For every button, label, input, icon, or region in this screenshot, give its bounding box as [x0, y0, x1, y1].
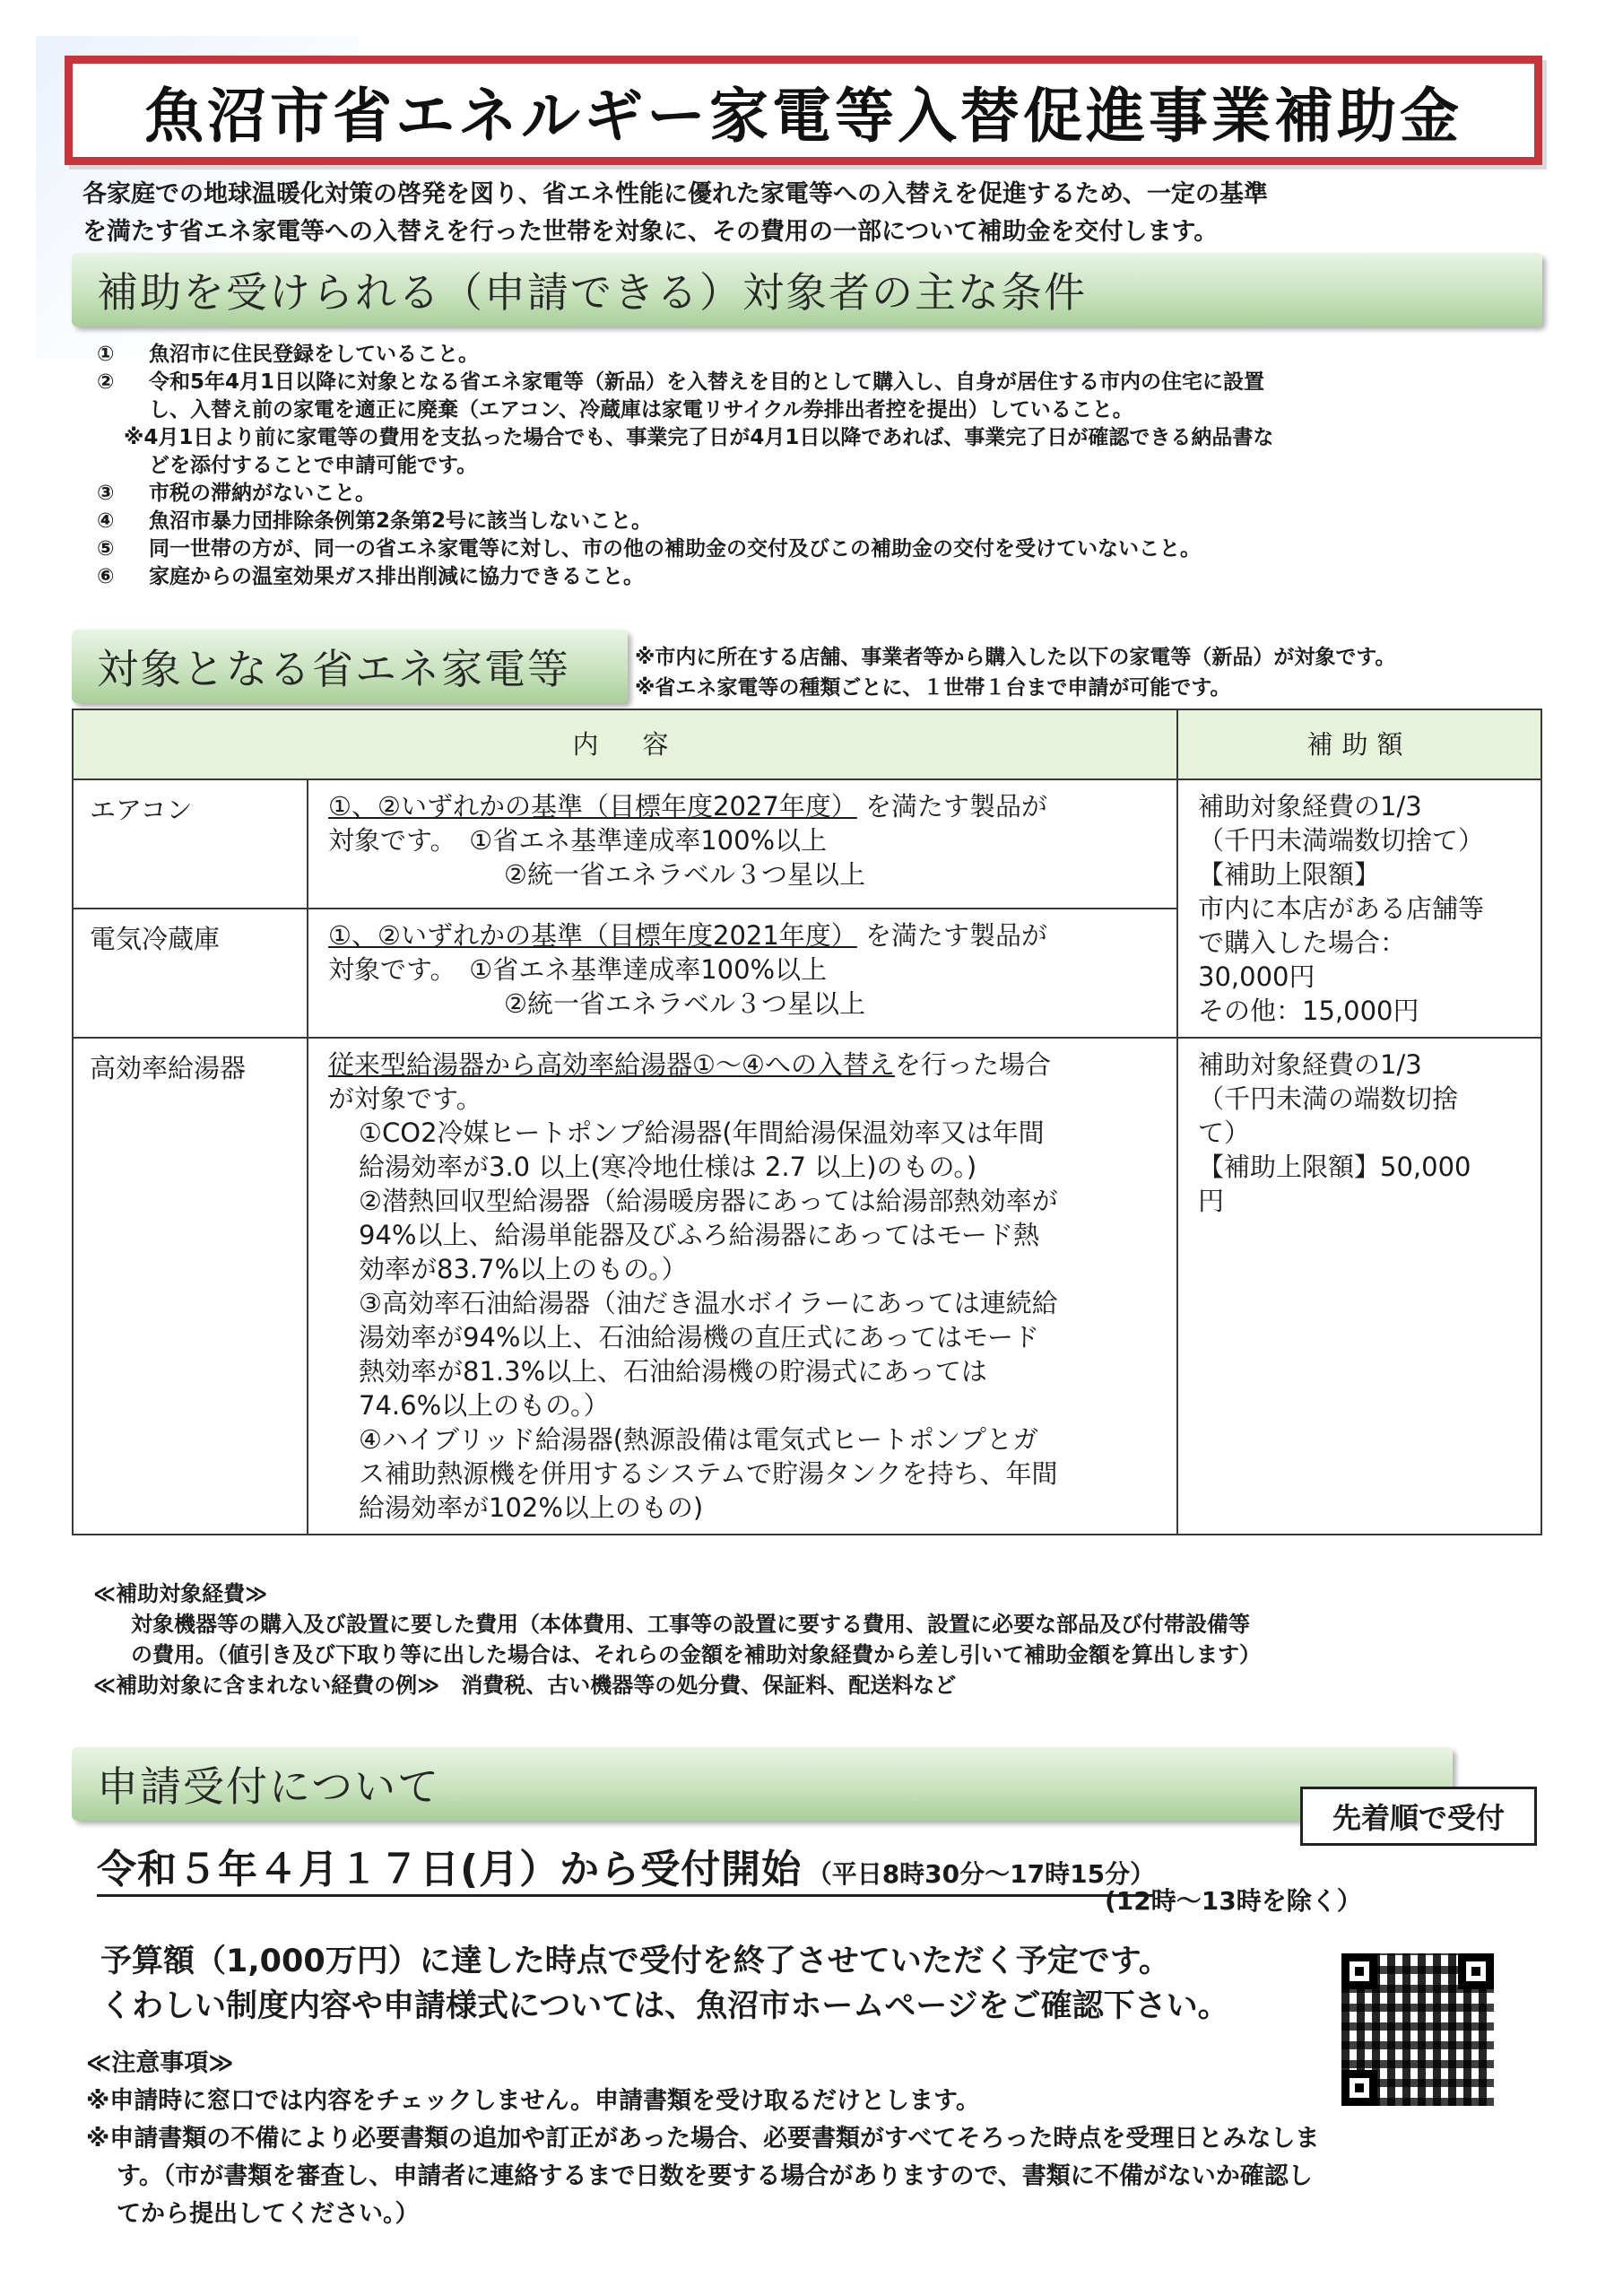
criteria-after: を行った場合 — [895, 1049, 1052, 1080]
lunch-exclusion: (12時～13時を除く） — [1105, 1886, 1362, 1916]
amount-aircon-fridge — [1177, 779, 1541, 1038]
caution-notes — [86, 2045, 1610, 2233]
heater-line: 94%以上、給湯単能器及びふろ給湯器にあってはモード熱 — [359, 1220, 1040, 1250]
heater-line: 給湯効率が3.0 以上(寒冷地仕様は 2.7 以上)のもの。) — [359, 1152, 977, 1182]
section-heading-application — [72, 1747, 1453, 1821]
item-number: ⑤ — [97, 537, 115, 561]
category-aircon: エアコン — [73, 779, 308, 909]
item-number: ② — [97, 370, 115, 394]
amount-line: 30,000円 — [1198, 961, 1315, 992]
excluded-text: 消費税、古い機器等の処分費、保証料、配送料など — [461, 1673, 957, 1698]
criteria-text: 従来型給湯器から高効率給湯器①～④への入替え — [328, 1049, 895, 1080]
criteria-after: を満たす製品が — [865, 791, 1048, 822]
item-number: ① — [97, 343, 115, 366]
list-item — [97, 480, 1567, 508]
list-item — [97, 535, 1567, 563]
caution-heading: ≪注意事項≫ — [86, 2049, 234, 2077]
intro-line: を満たす省エネ家電等への入替えを行った世帯を対象に、その費用の一部について補助金を交付します。 — [82, 218, 1219, 246]
target-notes — [635, 642, 1603, 703]
item-number: ④ — [97, 509, 115, 533]
table-row — [73, 1038, 1541, 1535]
amount-water-heater — [1177, 1038, 1541, 1535]
item-text: 市税の滞納がないこと。 — [149, 482, 376, 505]
amount-line: その他：15,000円 — [1198, 996, 1419, 1026]
heater-line: ④ハイブリッド給湯器(熱源設備は電気式ヒートポンプとガ — [359, 1424, 1038, 1455]
header-content: 内 容 — [73, 709, 1177, 779]
heater-line: 熱効率が81.3%以上、石油給湯機の貯湯式にあっては — [359, 1356, 987, 1387]
amount-line: 補助対象経費の1/3 — [1198, 791, 1422, 822]
eligibility-list — [97, 341, 1567, 591]
table-header-row — [73, 709, 1541, 779]
table-row — [73, 779, 1541, 909]
heater-line: 効率が83.7%以上のもの。） — [359, 1254, 688, 1284]
list-item — [97, 369, 1567, 396]
item-number: ⑥ — [97, 565, 115, 588]
section-heading-text: 対象となる省エネ家電等 — [97, 645, 570, 693]
caution-line: ※申請時に窓口では内容をチェックしません。申請書類を受け取るだけとします。 — [86, 2087, 980, 2115]
category-fridge: 電気冷蔵庫 — [73, 909, 308, 1038]
item-text: 魚沼市に住民登録をしていること。 — [149, 343, 479, 366]
budget-line: くわしい制度内容や申請様式については、魚沼市ホームページをご確認下さい。 — [100, 1988, 1229, 2024]
item-number: ③ — [97, 482, 115, 505]
criteria-line: ②統一省エネラベル３つ星以上 — [504, 859, 865, 890]
note-line: ※省エネ家電等の種類ごとに、１世帯１台まで申請が可能です。 — [635, 676, 1231, 700]
criteria-line: 対象です。 — [328, 825, 444, 856]
list-item — [97, 563, 1567, 591]
item-note: ※4月1日より前に家電等の費用を支払った場合でも、事業完了日が4月1日以降であれば、事業完了日が確認できる納品書な — [124, 426, 1274, 449]
excluded-heading: ≪補助対象に含まれない経費の例≫ — [93, 1673, 440, 1698]
section-heading-text: 申請受付について — [97, 1762, 441, 1811]
heater-line: ③高効率石油給湯器（油だき温水ボイラーにあっては連続給 — [359, 1288, 1058, 1318]
expense-line: の費用。（値引き及び下取り等に出した場合は、それらの金額を補助対象経費から差し引いて補助金額を算出します） — [131, 1642, 1261, 1667]
appliance-table — [72, 709, 1542, 1535]
section-heading-text: 補助を受けられる（申請できる）対象者の主な条件 — [97, 268, 1087, 317]
heater-line: ①CO2冷媒ヒートポンプ給湯器(年間給湯保温効率又は年間 — [359, 1118, 1045, 1148]
note-line: ※市内に所在する店舗、事業者等から購入した以下の家電等（新品）が対象です。 — [635, 646, 1396, 669]
content-water-heater — [308, 1038, 1177, 1535]
criteria-line: 対象です。 — [328, 954, 444, 985]
heater-line: ②潜熱回収型給湯器（給湯暖房器にあっては給湯部熱効率が — [359, 1186, 1058, 1216]
heater-line: 給湯効率が102%以上のもの) — [359, 1492, 704, 1523]
title-box — [65, 56, 1542, 165]
start-date: 令和５年４月１７日(月）から受付開始 — [97, 1847, 803, 1892]
heater-line: 湯効率が94%以上、石油給湯機の直圧式にあってはモード — [359, 1322, 1040, 1352]
criteria-line: ①省エネ基準達成率100%以上 — [469, 954, 828, 985]
criteria-text: ①、②いずれかの基準（目標年度2021年度） — [328, 920, 857, 951]
amount-line: 円 — [1198, 1186, 1225, 1216]
application-start — [97, 1837, 1155, 1897]
section-heading-eligibility — [72, 253, 1542, 326]
qr-finder-pattern — [1458, 1953, 1494, 1989]
caution-line: ※申請書類の不備により必要書類の追加や訂正があった場合、必要書類がすべてそろった時点を受理日とみなしま — [86, 2125, 1320, 2152]
amount-line: て） — [1198, 1118, 1251, 1148]
expense-notes — [93, 1578, 1582, 1700]
amount-line: （千円未満の端数切捨 — [1198, 1083, 1459, 1114]
qr-finder-pattern — [1341, 1953, 1377, 1989]
list-item — [97, 508, 1567, 535]
budget-line: 予算額（1,000万円）に達した時点で受付を終了させていただく予定です。 — [100, 1944, 1170, 1979]
item-text: 魚沼市暴力団排除条例第2条第2号に該当しないこと。 — [149, 509, 653, 533]
heater-line: 74.6%以上のもの。） — [359, 1390, 610, 1421]
amount-line: 【補助上限額】 — [1198, 859, 1381, 890]
office-hours: （平日8時30分～17時15分） — [806, 1859, 1156, 1889]
header-amount: 補助額 — [1177, 709, 1541, 779]
intro-line: 各家庭での地球温暖化対策の啓発を図り、省エネ性能に優れた家電等への入替えを促進するため、一定の基準 — [82, 180, 1268, 208]
criteria-text: ①、②いずれかの基準（目標年度2027年度） — [328, 791, 857, 822]
item-note-continued: どを添付することで申請可能です。 — [149, 454, 478, 477]
budget-info — [100, 1939, 1229, 2029]
criteria-line: ②統一省エネラベル３つ星以上 — [504, 988, 865, 1019]
content-fridge — [308, 909, 1177, 1038]
item-text: 令和5年4月1日以降に対象となる省エネ家電等（新品）を入替えを目的として購入し、自身が居住する市内の住宅に設置 — [149, 370, 1265, 394]
criteria-line: が対象です。 — [328, 1083, 482, 1114]
item-text: 同一世帯の方が、同一の省エネ家電等に対し、市の他の補助金の交付及びこの補助金の交付を受けていないこと。 — [149, 537, 1201, 561]
content-aircon — [308, 779, 1177, 909]
intro-paragraph — [82, 176, 1562, 251]
heater-line: ス補助熱源機を併用するシステムで貯湯タンクを持ち、年間 — [359, 1458, 1058, 1489]
amount-line: で購入した場合： — [1198, 927, 1407, 958]
list-item — [97, 341, 1567, 369]
criteria-line: ①省エネ基準達成率100%以上 — [469, 825, 828, 856]
criteria-after: を満たす製品が — [865, 920, 1048, 951]
item-text-continued: し、入替え前の家電を適正に廃棄（エアコン、冷蔵庫は家電リサイクル券排出者控を提出）していること。 — [149, 398, 1133, 422]
section-heading-target-appliances — [72, 630, 628, 703]
amount-line: 市内に本店がある店舗等 — [1198, 893, 1485, 924]
caution-line-continued: す。（市が書類を審査し、申請者に連絡するまで日数を要する場合がありますので、書類に不備がないか確認し — [117, 2162, 1313, 2190]
page-title: 魚沼市省エネルギー家電等入替促進事業補助金 — [144, 81, 1462, 151]
amount-line: 補助対象経費の1/3 — [1198, 1049, 1422, 1080]
amount-line: （千円未満端数切捨て） — [1198, 825, 1485, 856]
caution-line-continued: てから提出してください。） — [117, 2200, 420, 2228]
expense-heading: ≪補助対象経費≫ — [93, 1581, 268, 1606]
category-water-heater: 高効率給湯器 — [73, 1038, 308, 1535]
expense-line: 対象機器等の購入及び設置に要した費用（本体費用、工事等の設置に要する費用、設置に必要な部品及び付帯設備等 — [131, 1612, 1250, 1637]
item-text: 家庭からの温室効果ガス排出削減に協力できること。 — [149, 565, 644, 588]
first-come-badge: 先着順で受付 — [1300, 1787, 1537, 1846]
amount-line: 【補助上限額】50,000 — [1198, 1152, 1471, 1182]
